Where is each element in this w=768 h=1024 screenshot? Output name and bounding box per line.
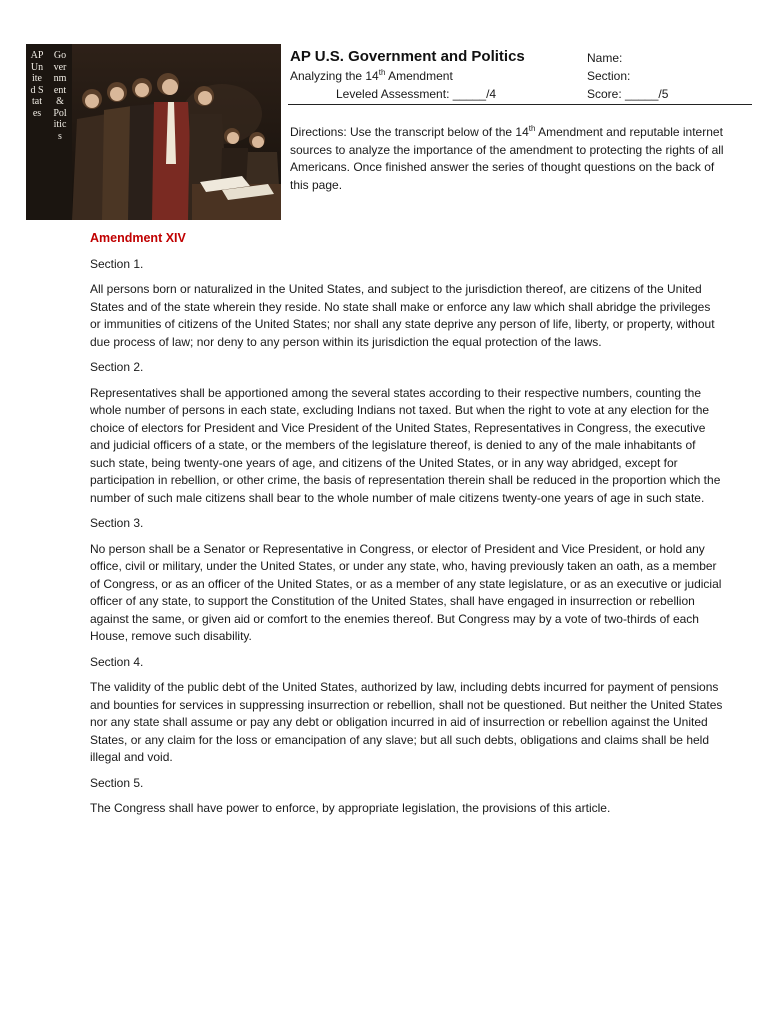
page-title: AP U.S. Government and Politics [290, 48, 525, 65]
assignment-subtitle [290, 69, 453, 83]
leveled-assessment: Leveled Assessment: _____/4 [336, 87, 497, 101]
directions-suffix: Amendment and reputable internet sources to analyze the importance of the amendment to protecting the rights of all Americans. Once finished answer the series of thought questions on the back of this page. [290, 125, 724, 192]
banner-vertical-title-right: Government & Politics [53, 50, 67, 142]
directions-paragraph [290, 124, 730, 194]
section-heading: Section 2. [90, 360, 144, 374]
section-heading: Section 1. [90, 256, 144, 271]
amendment-title: Amendment XIV [90, 231, 186, 245]
section-text: All persons born or naturalized in the United States, and subject to the jurisdiction thereof, are citizens of the United States and of the state wherein they reside. No state shall make or enforce any law which shall abridge the privileges or immunities of citizens of the United States; nor shall any state deprive any person of life, liberty, or property, without due process of law; nor deny to any person within its jurisdiction the equal protection of the laws. [90, 282, 715, 349]
directions-ordinal: th [528, 124, 536, 133]
section-text: No person shall be a Senator or Representative in Congress, or elector of President and Vice President, or hold any office, civil or military, under the United States, or under any state, who, having previously taken an oath, as a member of Congress, or as an officer of the United States, or as a member of any state legislature, or as an executive or judicial officer of any state, to support the Constitution of the United States, shall have engaged in insurrection or rebellion against the same, or given aid or comfort to the enemies thereof. But Congress may by a vote of two-thirds of each House, remove such disability. [90, 541, 722, 643]
banner-vertical-title-left: AP United States [30, 50, 44, 119]
section-text: Representatives shall be apportioned among the several states according to their respective numbers, counting the whole number of persons in each state, excluding Indians not taxed. But when the right to vote at any election for the choice of electors for President and Vice President of the United States, Representatives in Congress, the executive and judicial officers of a state, or the members of the legislature thereof, is denied to any of the male inhabitants of such state, being twenty-one years of age, and citizens of the United States, or in any way abridged, except for participation in rebellion, or other crime, the basis of representation therein shall be reduced in the proportion which the number of such male citizens shall bear to the whole number of male citizens twenty-one years of age in such state. [90, 385, 721, 505]
section-field-label: Section: [587, 69, 631, 83]
section-heading: Section 5. [90, 775, 144, 790]
section-heading: Section 4. [90, 654, 144, 669]
amendment-transcript [90, 230, 724, 826]
header-divider [288, 104, 752, 105]
directions-prefix: Directions: Use the transcript below of the 14 [290, 125, 529, 139]
subtitle-prefix: Analyzing the 14 [290, 69, 379, 83]
section-text: The Congress shall have power to enforce, by appropriate legislation, the provisions of this article. [90, 801, 611, 815]
score-field-label: Score: _____/5 [587, 87, 669, 101]
name-field-label: Name: [587, 51, 623, 65]
section-heading: Section 3. [90, 516, 144, 530]
section-text: The validity of the public debt of the United States, authorized by law, including debts incurred for payment of pensions and bounties for services in suppressing insurrection or rebellion, shall not be questioned. But neither the United States nor any state shall assume or pay any debt or obligation incurred in aid of insurrection or rebellion against the United States, or any claim for the loss or emancipation of any slave; but all such debts, obligations and claims shall be held illegal and void. [90, 680, 723, 764]
subtitle-ordinal: th [378, 68, 386, 77]
founding-fathers-painting-icon [72, 44, 281, 220]
header-banner [26, 44, 281, 220]
subtitle-suffix: Amendment [385, 69, 453, 83]
